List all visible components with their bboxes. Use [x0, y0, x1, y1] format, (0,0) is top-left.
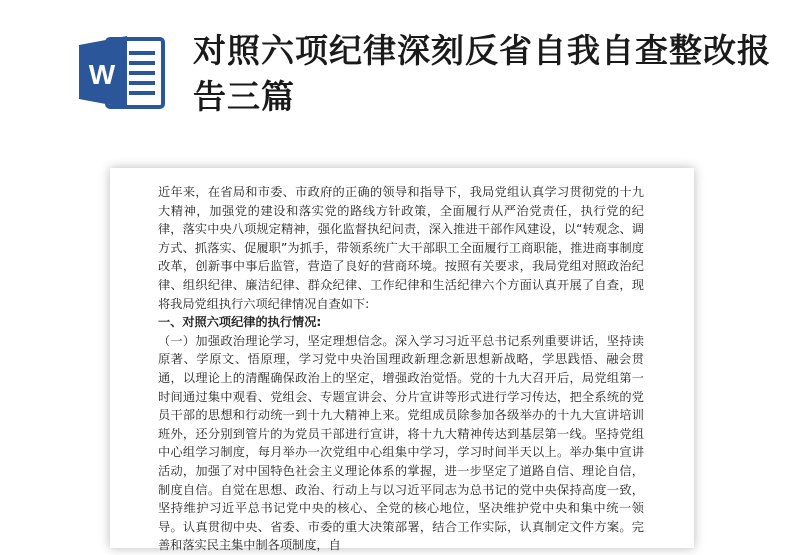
page-title: 对照六项纪律深刻反省自我自查整改报告三篇 — [193, 31, 771, 116]
word-logo-letter: W — [88, 59, 116, 90]
document-body — [158, 183, 644, 555]
header — [0, 0, 800, 160]
paragraph-section-1: （一）加强政治理论学习，坚定理想信念。深入学习习近平总书记系列重要讲话，坚持读原著、学原文、悟原理，学习党中央治国理政新理念新思想新战略，学思践悟、融会贯通，以理论上的清醒确保政治上的坚定，增强政治觉悟。党的十九大召开后，局党组第一时间通过集中观看、党组会、专题宣讲会、分片宣讲等形式进行学习传达，把全系统的党员干部的思想和行动统一到十九大精神上来。党组成员除参加各级举办的十九大宣讲培训班外，还分别到管片的为党员干部进行宣讲，将十九大精神传达到基层第一线。坚持党组中心组学习制度，每月举办一次党组中心组集中学习，学习时间半天以上。举办集中宣讲活动，加强了对中国特色社会主义理论体系的掌握，进一步坚定了道路自信、理论自信，制度自信。自觉在思想、政治、行动上与以习近平同志为总书记的党中央保持高度一致，坚持维护习近平总书记党中央的核心、全党的核心地位，坚决维护党中央和集中统一领导。认真贯彻中央、省委、市委的重大决策部署，结合工作实际，认真制定文件方案。完善和落实民主集中制各项制度，自 — [158, 333, 644, 553]
section-heading: 一、对照六项纪律的执行情况: — [158, 315, 322, 330]
word-document-icon — [77, 33, 167, 111]
paragraph-intro: 近年来，在省局和市委、市政府的正确的领导和指导下，我局党组认真学习贯彻党的十九大精神，加强党的建设和落实党的路线方针政策，全面履行从严治党责任，执行党的纪律，落实中央八项规定精神，强化监督执纪问责，深入推进干部作风建设，以“转观念、调方式、抓落实、促履职”为抓手，带领系统广大干部职工全面履行工商职能，推进商事制度改革，创新事中事后监管，营造了良好的营商环境。按照有关要求，我局党组对照政治纪律、组织纪律、廉洁纪律、群众纪律、工作纪律和生活纪律六个方面认真开展了自查，现将我局党组执行六项纪律情况自查如下: — [158, 185, 644, 311]
